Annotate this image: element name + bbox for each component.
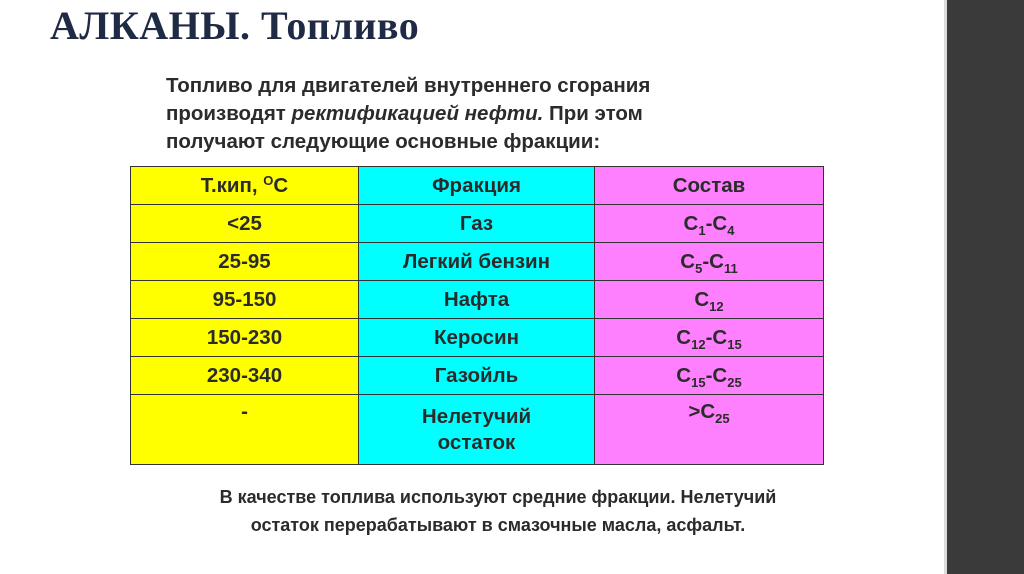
conclusion-line-2: остаток перерабатывают в смазочные масла, асфальт. — [250, 515, 746, 535]
table-row — [131, 281, 824, 319]
cell-composition — [595, 357, 824, 395]
side-panel — [947, 0, 1024, 574]
header-temp-label: Т.кип, — [200, 173, 264, 197]
cell-fraction: Газойль — [359, 357, 595, 395]
cell-fraction: Керосин — [359, 319, 595, 357]
comp-a: С — [676, 325, 692, 349]
comp-a-sub: 15 — [691, 374, 706, 390]
cell-composition — [595, 205, 824, 243]
comp-a-sub: 12 — [691, 336, 706, 352]
fractions-table — [130, 166, 824, 465]
comp-b: С — [709, 249, 724, 273]
comp-a: >С — [688, 400, 716, 423]
comp-b-sub: 15 — [727, 336, 742, 352]
fraction-line-2: остаток — [437, 430, 516, 454]
comp-a: С — [694, 287, 710, 311]
header-temp — [131, 167, 359, 205]
slide-title: АЛКАНЫ. Топливо — [50, 3, 420, 48]
intro-emphasis: ректификацией нефти. — [291, 102, 544, 125]
header-fraction: Фракция — [359, 167, 595, 205]
comp-b-sub: 25 — [727, 374, 742, 390]
cell-temp: - — [131, 395, 359, 465]
comp-b: С — [712, 325, 728, 349]
cell-composition — [595, 395, 824, 465]
comp-b-sub: 11 — [723, 260, 738, 276]
comp-sep: - — [702, 249, 710, 273]
header-temp-sup: О — [263, 172, 274, 188]
cell-temp: 25-95 — [131, 243, 359, 281]
conclusion-line-1: В качестве топлива используют средние фракции. Нелетучий — [219, 487, 777, 507]
intro-text — [166, 72, 826, 156]
intro-line-2 — [166, 100, 826, 128]
comp-a-sub: 12 — [709, 298, 724, 314]
comp-sep: - — [705, 325, 713, 349]
cell-composition — [595, 243, 824, 281]
cell-fraction: Газ — [359, 205, 595, 243]
comp-a: С — [676, 363, 692, 387]
intro-line-3: получают следующие основные фракции: — [166, 130, 601, 153]
conclusion-text — [148, 483, 848, 539]
cell-fraction — [359, 395, 595, 465]
cell-temp: 150-230 — [131, 319, 359, 357]
table-row — [131, 357, 824, 395]
intro-line-1: Топливо для двигателей внутреннего сгорания — [166, 74, 651, 97]
cell-temp: <25 — [131, 205, 359, 243]
cell-composition — [595, 319, 824, 357]
cell-fraction: Легкий бензин — [359, 243, 595, 281]
comp-a: С — [680, 249, 696, 273]
comp-b-sub: 4 — [727, 222, 735, 238]
header-composition: Состав — [595, 167, 824, 205]
table-row — [131, 243, 824, 281]
cell-temp: 95-150 — [131, 281, 359, 319]
table-row — [131, 395, 824, 465]
comp-a-sub: 25 — [715, 411, 730, 426]
table-header-row — [131, 167, 824, 205]
comp-sep: - — [705, 211, 713, 235]
comp-b: С — [712, 211, 728, 235]
table-row — [131, 319, 824, 357]
cell-composition — [595, 281, 824, 319]
comp-a-sub: 5 — [695, 260, 703, 276]
intro-line-2-pre: производят — [166, 102, 292, 125]
comp-a-sub: 1 — [698, 222, 706, 238]
table-row — [131, 205, 824, 243]
intro-line-2-post: При этом — [543, 102, 643, 125]
comp-sep: - — [705, 363, 713, 387]
fraction-line-1: Нелетучий — [421, 404, 532, 428]
cell-fraction: Нафта — [359, 281, 595, 319]
comp-b: С — [712, 363, 728, 387]
header-temp-unit: С — [273, 173, 289, 197]
cell-temp: 230-340 — [131, 357, 359, 395]
comp-a: С — [683, 211, 699, 235]
